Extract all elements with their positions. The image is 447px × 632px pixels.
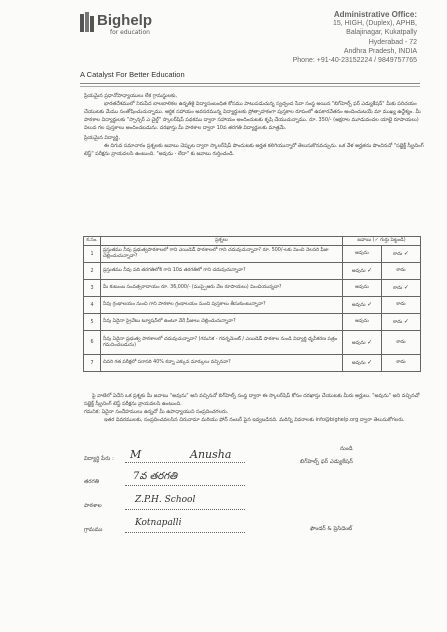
- no-label: కాదు: [393, 252, 403, 257]
- row-num: 2: [84, 263, 101, 280]
- letter-body: [84, 92, 424, 158]
- questionnaire-table: [83, 236, 421, 372]
- table-row: [84, 246, 421, 263]
- answer-no[interactable]: [382, 246, 421, 263]
- no-label: కాదు: [393, 286, 403, 291]
- answer-no[interactable]: [382, 297, 421, 314]
- no-label: కాదు: [396, 339, 406, 345]
- footer-notes: [84, 392, 424, 424]
- answer-no[interactable]: [382, 263, 421, 280]
- header-answer: జవాబు (✓ గుర్తు పెట్టండి): [343, 237, 421, 246]
- row-num: 1: [84, 246, 101, 263]
- handwritten-initial: M: [130, 448, 142, 461]
- table-row: [84, 280, 421, 297]
- answer-yes[interactable]: [343, 246, 382, 263]
- student-salutation: ప్రియమైన విద్యార్థి,: [84, 135, 120, 141]
- label-village: గ్రామము: [84, 527, 103, 533]
- answer-no[interactable]: [382, 331, 421, 355]
- row-num: 7: [84, 355, 101, 372]
- row-question: ప్రస్తుతము నీవు ప్రభుత్వపాఠశాలలో గాని ఎయిడెడ్ పాఠశాలలో గాని చదువుచున్నావా? రూ. 500/-లకు మించి నెలసరి ఫీజు చెల్లించుచున్నావా?: [101, 246, 343, 263]
- header-divider: [80, 83, 420, 84]
- row-question: చివరి గత పరీక్షలో సరాసరి 40% కన్నా ఎక్కువ మార్కులు వచ్చినవా?: [101, 355, 343, 372]
- row-question: నీవు ఏదైనా ప్రభుత్వ పాఠశాలలో చదువుచున్నావా? (గమనిక - గవర్నమెంట్ / ఎయిడెడ్ పాఠశాల నుండి విద్యార్థి ధృవీకరణ పత్రం గమనించబడును): [101, 331, 343, 355]
- row-num: 4: [84, 297, 101, 314]
- checkmark-icon: ✓: [367, 338, 373, 346]
- row-question: నీవు ఏదైనా ప్రైవేటు ట్యూషన్‌లో ఉంటూ వేరే ఫీజులు చెల్లించుచున్నావా?: [101, 314, 343, 331]
- brand-subtitle: for education: [110, 29, 150, 36]
- no-label: కాదు: [396, 268, 406, 273]
- handwritten-class: 7వ తరగతి: [133, 471, 178, 482]
- answer-yes[interactable]: [343, 297, 382, 314]
- row-num: 6: [84, 331, 101, 355]
- answer-no[interactable]: [382, 355, 421, 372]
- office-line: Andhra Pradesh, INDIA: [343, 47, 417, 55]
- checkmark-icon: ✓: [403, 250, 409, 257]
- table-row: [84, 355, 421, 372]
- table-header-row: [84, 237, 421, 246]
- no-label: కాదు: [393, 320, 403, 325]
- checkmark-icon: ✓: [403, 284, 409, 291]
- checkmark-icon: ✓: [367, 301, 373, 308]
- answer-yes[interactable]: [343, 263, 382, 280]
- salutation: ప్రియమైన ప్రధానోపాధ్యాయులు లేక గ్రామస్థులకు,: [84, 93, 178, 99]
- handwritten-name: Anusha: [190, 448, 232, 461]
- answer-yes[interactable]: [343, 355, 382, 372]
- checkmark-icon: ✓: [367, 359, 373, 366]
- yes-label: అవును: [351, 361, 366, 366]
- header-divider: [80, 86, 420, 87]
- answer-yes[interactable]: [343, 331, 382, 355]
- answer-no[interactable]: [382, 314, 421, 331]
- note: గమనిక: ఏదైనా సందేహములు ఉన్నచో మీ ఉపాధ్యాయుని సంప్రదించగలరు.: [84, 409, 229, 415]
- class-field[interactable]: [125, 475, 245, 486]
- office-address: [267, 10, 417, 65]
- brand-name: Bighelp: [97, 12, 152, 29]
- from-label: నుండి: [340, 446, 353, 452]
- row-question: మీ కుటుంబ సంవత్సరాదాయం రూ. 36,000/- (ముప్పైఆరు వేల రూపాయలు) మించియున్నదా?: [101, 280, 343, 297]
- header-num: క.సం.: [84, 237, 101, 246]
- row-num: 5: [84, 314, 101, 331]
- village-field[interactable]: [125, 522, 245, 533]
- office-line: Balajinagar, Kukatpally: [346, 29, 417, 37]
- table-row: [84, 263, 421, 280]
- tagline: A Catalyst For Better Education: [80, 70, 185, 79]
- label-name: విద్యార్థి పేరు :: [84, 456, 114, 462]
- row-question: ప్రస్తుతము నీవు పది తరగతిలోకి గాని 10వ తరగతిలో గాని చదువుచున్నావా?: [101, 263, 343, 280]
- no-label: కాదు: [396, 302, 406, 307]
- yes-label: అవును: [355, 251, 369, 256]
- note: పై వాటిలో ఏదేని ఒక ప్రశ్నకు మీ జవాబు "అవును" అని వచ్చినచో బిగ్‌హెల్ప్ సంస్థ ద్వారా ఈ స్కాలర్‌షిప్ కోసం దరఖాస్తు చేయుటకు మీరు అర్హులు. "అవును" అని వచ్చినచో సబ్జెక్ట్ స్క్రీనింగ్ టెస్ట్ పరీక్షను వ్రాయవలసి ఉంటుంది.: [84, 393, 420, 407]
- no-label: కాదు: [396, 360, 406, 365]
- paragraph: భారతదేశములో నిరుపేద బాలబాలికల ఉన్నతికై విద్యాసంబంధిత కోసము పాటుపడుచున్న స్వచ్ఛంద సేవా సంస్థ అయిన "బిగ్‌హెల్ప్ ఫర్ ఎడ్యుకేషన్" మీకు పరిచయం చేయుటకు మేము సంతోషించుచున్నాము. ఆర్థిక సహాయం అవసరమున్న విద్యార్థులకు ప్రోత్సాహకంగా పుస్తకాల రూపంలో ఉపకారవేతనం అందించుటయే మా ముఖ్య ఉద్దేశ్యం. మీ పాఠశాల విద్యార్థులకు "స్పాన్సర్ ఎ చైల్డ్" స్కాలర్‌షిప్ పథకము ద్వారా సహాయం అందించుటకు కృషి చేయుచున్నాము. రూ. 350/- (అక్షరాల మూడువందల యాభై రూపాయలు) విలువ గల పుస్తకాలు అందించబడును. దరఖాస్తు మీ పాఠశాల ద్వారా 10వ తరగతి విద్యార్థులకు మాత్రమే.: [84, 101, 421, 131]
- yes-label: అవును: [355, 319, 369, 324]
- office-phone: Phone: +91-40-23152224 / 9849757765: [292, 57, 417, 65]
- logo-icon: [80, 12, 94, 34]
- header-question: ప్రశ్నలు: [101, 237, 343, 246]
- name-field[interactable]: [125, 452, 245, 463]
- office-title: Administrative Office:: [333, 10, 417, 19]
- table-row: [84, 314, 421, 331]
- office-line: Hyderabad - 72: [368, 38, 417, 46]
- row-question: నీవు గ్రంథాలయం నుంచి గాని పాఠశాల గ్రంథాలయం నుంచి పుస్తకాలు తీసుకుంటున్నావా?: [101, 297, 343, 314]
- checkmark-icon: ✓: [403, 318, 409, 325]
- handwritten-village: Kotnapalli: [135, 518, 182, 528]
- org-name: బిగ్‌హెల్ప్ ఫర్ ఎడ్యుకేషన్: [300, 459, 353, 465]
- yes-label: అవును: [351, 269, 366, 274]
- note: ఇతర వివరములకు, సంప్రదించవలసిన చిరునామా మరియు ఫోన్ నంబర్ పైన ఇవ్వబడినది. మరిన్ని వివరాలకు info@bighelp.org ద్వారా తెలుసుకోగలరు.: [104, 417, 405, 423]
- label-class: తరగతి: [84, 479, 100, 485]
- paragraph: ఈ దిగువ సమాచారం ప్రశ్నలకు జవాబు చెప్పుట ద్వారా స్కాలర్‌షిప్ పొందుటకు అర్హత కలిగియున్నారో తెలుసుకొనవచ్చును. ఒక వేళ అర్హతను పొందినచో "సబ్జెక్ట్ స్క్రీనింగ్ టెస్ట్" పరీక్షను వ్రాయవలసి ఉంటుంది. "అవును - లేదా" కు జవాబు గుర్తించండి.: [84, 143, 424, 157]
- yes-label: అవును: [351, 340, 366, 346]
- school-field[interactable]: [125, 499, 245, 510]
- answer-yes[interactable]: [343, 314, 382, 331]
- office-line: 15, HIGH, (Duplex), APHB,: [332, 20, 417, 28]
- signatory-title: ఫౌండర్ & ప్రెసిడెంట్: [310, 526, 353, 532]
- table-row: [84, 331, 421, 355]
- table-row: [84, 297, 421, 314]
- answer-no[interactable]: [382, 280, 421, 297]
- row-num: 3: [84, 280, 101, 297]
- label-school: పాఠశాల: [84, 503, 102, 509]
- handwritten-school: Z.P.H. School: [135, 495, 196, 505]
- yes-label: అవును: [351, 303, 366, 308]
- yes-label: అవును: [355, 285, 369, 290]
- checkmark-icon: ✓: [367, 267, 373, 274]
- answer-yes[interactable]: [343, 280, 382, 297]
